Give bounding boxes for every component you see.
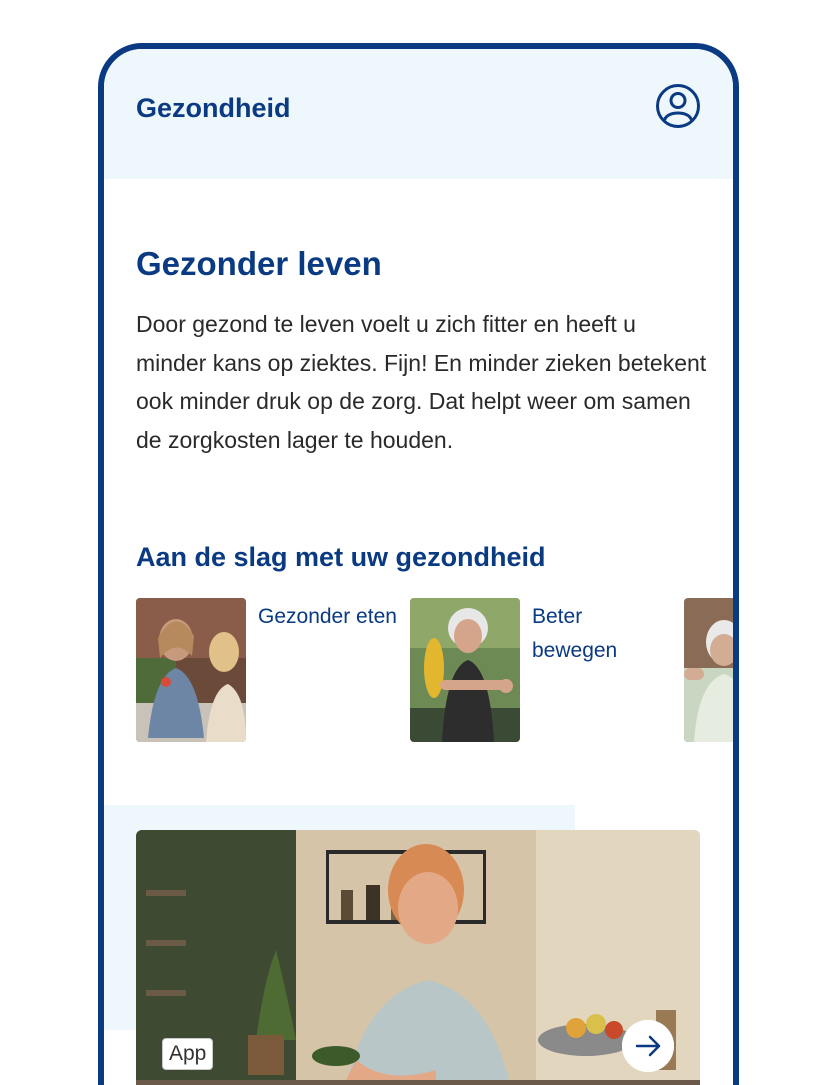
card-partial[interactable] [684,598,739,742]
card-gezonder-eten[interactable] [136,598,398,742]
arrow-right-icon [622,1020,674,1072]
card-image-exercise [410,598,520,742]
profile-button[interactable] [655,83,701,129]
app-header [104,49,733,179]
card-label: Gezonder eten [258,605,397,628]
app-badge: App [162,1038,213,1070]
card-image-eating [136,598,246,742]
user-circle-icon [655,83,701,129]
card-image-partial [684,598,739,742]
card-beter-bewegen[interactable] [410,598,672,742]
phone-frame [98,43,739,1085]
card-label: Beter bewegen [532,605,618,662]
intro-paragraph: Door gezond te leven voelt u zich fitter en heeft u minder kans op ziektes. Fijn! En minder zieken betekent ook minder druk op de zorg. Dat helpt weer om samen de zorgkosten lager te houden. [136,311,707,453]
page-title: Gezondheid [136,93,291,123]
section-title-gezonder-leven: Gezonder leven [136,245,382,282]
feature-arrow-button[interactable] [622,1020,674,1072]
feature-card-app[interactable] [136,830,700,1085]
feature-image-cooking [136,830,700,1085]
health-card-carousel[interactable] [136,598,739,748]
section-title-gezondheid: Aan de slag met uw gezondheid [136,542,546,572]
